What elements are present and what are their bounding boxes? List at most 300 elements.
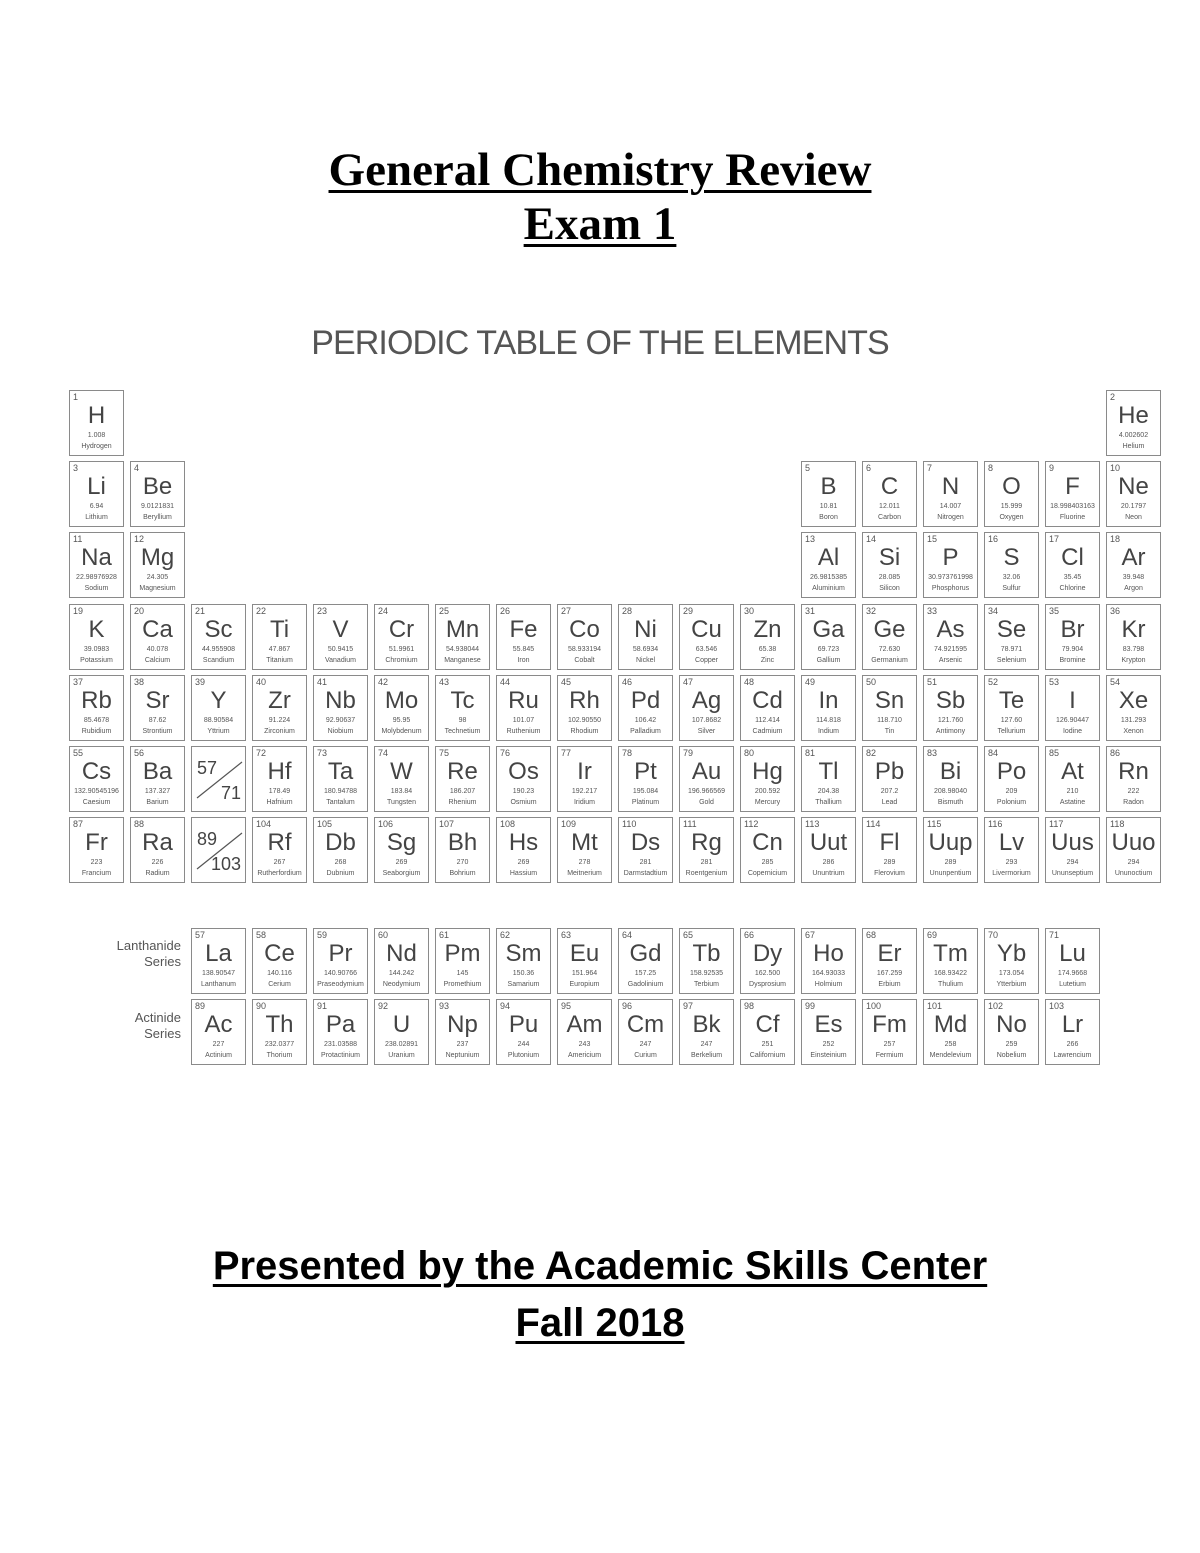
atomic-mass: 26.9815385 xyxy=(810,574,847,582)
atomic-mass: 157.25 xyxy=(634,970,657,977)
element-cell-Md xyxy=(923,999,978,1065)
periodic-table-heading: PERIODIC TABLE OF THE ELEMENTS xyxy=(311,324,889,362)
atomic-number: 28 xyxy=(622,605,633,616)
atomic-number: 97 xyxy=(683,1001,694,1011)
element-cell-Bk xyxy=(679,999,734,1065)
element-name: Praseodymium xyxy=(317,981,364,988)
atomic-number: 54 xyxy=(1110,676,1121,687)
atomic-mass: 281 xyxy=(639,859,652,867)
element-symbol: Pb xyxy=(874,758,905,785)
atomic-number: 71 xyxy=(1049,930,1060,940)
element-cell-Fr xyxy=(69,817,124,883)
element-symbol: Ta xyxy=(327,758,354,785)
element-name: Molybdenum xyxy=(381,727,422,735)
element-cell-N xyxy=(923,461,978,527)
element-cell-Na xyxy=(69,532,124,598)
atomic-mass: 85.4678 xyxy=(83,716,110,724)
atomic-number: 29 xyxy=(683,605,694,616)
atomic-mass: 30.973761998 xyxy=(928,574,973,582)
element-symbol: Rn xyxy=(1118,758,1149,785)
atomic-number: 86 xyxy=(1110,748,1121,758)
element-symbol: Fr xyxy=(85,829,108,857)
atomic-number: 83 xyxy=(927,748,938,758)
element-symbol: As xyxy=(936,615,965,643)
element-cell-Tm xyxy=(923,928,978,994)
element-cell-Ti xyxy=(252,604,307,670)
atomic-number: 36 xyxy=(1110,605,1121,616)
element-cell-Ba xyxy=(130,746,185,812)
element-name: Hafnium xyxy=(266,799,293,806)
element-cell-Pa xyxy=(313,999,368,1065)
title-text: General Chemistry Review xyxy=(328,144,872,196)
element-symbol: Cs xyxy=(81,758,112,785)
atomic-mass: 150.36 xyxy=(512,970,535,977)
element-symbol: Se xyxy=(996,615,1027,643)
atomic-mass: 40.078 xyxy=(146,645,169,653)
element-cell-Ag xyxy=(679,675,734,741)
element-symbol: Bi xyxy=(939,758,962,785)
element-symbol: Ho xyxy=(813,940,844,967)
element-name: Neptunium xyxy=(445,1052,480,1059)
element-symbol: Hs xyxy=(508,829,539,857)
element-cell-He xyxy=(1106,390,1161,456)
element-name: Selenium xyxy=(996,656,1027,664)
atomic-number: 66 xyxy=(744,930,755,940)
range-start-number: 89 xyxy=(197,829,218,850)
element-cell-Y xyxy=(191,675,246,741)
element-symbol: Pr xyxy=(328,940,353,967)
atomic-mass: 162.500 xyxy=(754,970,781,977)
atomic-mass: 138.90547 xyxy=(201,970,236,977)
element-cell-Cu xyxy=(679,604,734,670)
series-label-line: Lanthanide xyxy=(116,938,181,953)
element-symbol: Be xyxy=(142,473,173,501)
element-cell-Ne xyxy=(1106,461,1161,527)
atomic-number: 52 xyxy=(988,676,999,687)
range-end-number: 103 xyxy=(210,854,241,875)
atomic-number: 10 xyxy=(1110,463,1121,474)
atomic-number: 31 xyxy=(805,605,816,616)
element-cell-P xyxy=(923,532,978,598)
atomic-mass: 22.98976928 xyxy=(76,574,117,582)
element-cell-Re xyxy=(435,746,490,812)
element-name: Osmium xyxy=(510,799,537,806)
atomic-mass: 223 xyxy=(90,859,103,867)
atomic-number: 48 xyxy=(744,676,755,687)
element-name: Beryllium xyxy=(143,514,172,522)
element-symbol: In xyxy=(818,686,839,714)
atomic-mass: 78.971 xyxy=(1000,645,1023,653)
element-cell-Ce xyxy=(252,928,307,994)
element-cell-Fe xyxy=(496,604,551,670)
element-name: Mercury xyxy=(754,799,781,806)
atomic-mass: 289 xyxy=(883,859,896,867)
element-name: Thorium xyxy=(266,1052,293,1059)
atomic-number: 58 xyxy=(256,930,267,940)
atomic-number: 96 xyxy=(622,1001,633,1011)
atomic-number: 38 xyxy=(134,676,145,687)
element-symbol: Uuo xyxy=(1111,829,1156,857)
element-symbol: Mo xyxy=(384,686,419,714)
atomic-mass: 12.011 xyxy=(879,503,900,511)
element-cell-W xyxy=(374,746,429,812)
atomic-number: 37 xyxy=(73,676,84,687)
atomic-number: 111 xyxy=(683,819,697,830)
atomic-mass: 6.94 xyxy=(89,503,104,511)
element-symbol: Bk xyxy=(692,1011,721,1038)
element-name: Oxygen xyxy=(999,514,1024,522)
element-symbol: Os xyxy=(508,758,539,785)
element-name: Hassium xyxy=(509,870,538,878)
element-cell-Cm xyxy=(618,999,673,1065)
atomic-number: 104 xyxy=(256,819,272,830)
element-name: Gallium xyxy=(816,656,841,664)
atomic-number: 32 xyxy=(866,605,877,616)
element-cell-Ca xyxy=(130,604,185,670)
element-cell-Uup xyxy=(923,817,978,883)
element-cell-Ta xyxy=(313,746,368,812)
element-name: Lutetium xyxy=(1059,981,1086,988)
atomic-number: 70 xyxy=(988,930,999,940)
element-cell-Dy xyxy=(740,928,795,994)
element-cell-Cl xyxy=(1045,532,1100,598)
element-cell-Nb xyxy=(313,675,368,741)
element-symbol: Ca xyxy=(142,615,173,643)
element-cell-Ac xyxy=(191,999,246,1065)
element-cell-Th xyxy=(252,999,307,1065)
element-name: Silver xyxy=(697,727,716,735)
element-cell-Ge xyxy=(862,604,917,670)
element-symbol: Ru xyxy=(508,686,539,714)
element-name: Dubnium xyxy=(326,870,355,878)
atomic-mass: 74.921595 xyxy=(933,645,968,653)
element-name: Copernicium xyxy=(747,870,788,878)
element-name: Seaborgium xyxy=(382,870,421,878)
element-cell-Pd xyxy=(618,675,673,741)
element-cell-Cd xyxy=(740,675,795,741)
element-cell-Uut xyxy=(801,817,856,883)
element-cell-Kr xyxy=(1106,604,1161,670)
atomic-number: 47 xyxy=(683,676,694,687)
element-symbol: Mn xyxy=(445,615,480,643)
element-name: Rutherfordium xyxy=(257,870,302,878)
atomic-mass: 266 xyxy=(1066,1041,1079,1048)
element-cell-Fl xyxy=(862,817,917,883)
element-symbol: Hf xyxy=(267,758,292,785)
element-cell-Pt xyxy=(618,746,673,812)
element-symbol: Sn xyxy=(874,686,905,714)
element-name: Livermorium xyxy=(992,870,1031,878)
element-name: Thallium xyxy=(815,799,842,806)
atomic-mass: 69.723 xyxy=(817,645,840,653)
element-name: Holmium xyxy=(814,981,843,988)
atomic-mass: 247 xyxy=(639,1041,652,1048)
atomic-mass: 168.93422 xyxy=(933,970,968,977)
atomic-mass: 131.293 xyxy=(1120,716,1147,724)
element-symbol: Am xyxy=(566,1011,603,1038)
atomic-mass: 222 xyxy=(1127,788,1140,795)
element-cell-Fm xyxy=(862,999,917,1065)
atomic-mass: 258 xyxy=(944,1041,957,1048)
element-cell-Te xyxy=(984,675,1039,741)
element-name: Ununseptium xyxy=(1051,870,1094,878)
element-cell-Xe xyxy=(1106,675,1161,741)
atomic-number: 55 xyxy=(73,748,84,758)
element-symbol: Ti xyxy=(269,615,290,643)
element-symbol: Sg xyxy=(386,829,417,857)
element-cell-C xyxy=(862,461,917,527)
atomic-mass: 39.948 xyxy=(1122,574,1145,582)
element-name: Potassium xyxy=(80,656,113,664)
element-cell-Cs xyxy=(69,746,124,812)
element-name: Darmstadtium xyxy=(623,870,668,878)
element-symbol: Ds xyxy=(630,829,661,857)
element-cell-Ga xyxy=(801,604,856,670)
element-symbol: Lv xyxy=(998,829,1025,857)
element-symbol: Ba xyxy=(142,758,173,785)
element-symbol: Br xyxy=(1060,615,1085,643)
element-cell-Zn xyxy=(740,604,795,670)
element-name: Barium xyxy=(146,799,169,806)
element-cell-Rh xyxy=(557,675,612,741)
element-name: Krypton xyxy=(1121,656,1146,664)
element-symbol: La xyxy=(205,940,232,967)
atomic-mass: 278 xyxy=(578,859,591,867)
atomic-number: 15 xyxy=(927,534,938,545)
element-cell-Mt xyxy=(557,817,612,883)
element-cell-Ar xyxy=(1106,532,1161,598)
atomic-number: 22 xyxy=(256,605,267,616)
element-symbol: Gd xyxy=(629,940,662,967)
atomic-number: 62 xyxy=(500,930,511,940)
atomic-number: 109 xyxy=(561,819,577,830)
element-name: Yttrium xyxy=(207,727,230,735)
atomic-number: 18 xyxy=(1110,534,1121,545)
element-symbol: Yb xyxy=(996,940,1027,967)
element-name: Nitrogen xyxy=(937,514,964,522)
atomic-number: 16 xyxy=(988,534,999,545)
element-symbol: Bh xyxy=(447,829,478,857)
element-symbol: Tl xyxy=(818,758,839,785)
element-name: Technetium xyxy=(444,727,481,735)
element-name: Ununpentium xyxy=(929,870,972,878)
series-label-line: Actinide xyxy=(134,1010,181,1025)
atomic-mass: 47.867 xyxy=(268,645,291,653)
atomic-number: 87 xyxy=(73,819,84,830)
atomic-mass: 151.964 xyxy=(571,970,598,977)
atomic-number: 95 xyxy=(561,1001,572,1011)
element-symbol: No xyxy=(996,1011,1027,1038)
atomic-number: 26 xyxy=(500,605,511,616)
element-cell-Sr xyxy=(130,675,185,741)
element-cell-Er xyxy=(862,928,917,994)
element-symbol: Lu xyxy=(1059,940,1086,967)
atomic-number: 7 xyxy=(927,463,933,474)
atomic-number: 76 xyxy=(500,748,511,758)
atomic-mass: 106.42 xyxy=(634,716,657,724)
element-symbol: Uut xyxy=(809,829,848,857)
atomic-mass: 267 xyxy=(273,859,286,867)
element-symbol: Te xyxy=(998,686,1025,714)
atomic-number: 40 xyxy=(256,676,267,687)
document-title xyxy=(0,143,1200,251)
element-cell-Be xyxy=(130,461,185,527)
atomic-mass: 259 xyxy=(1005,1041,1018,1048)
element-symbol: Tb xyxy=(692,940,721,967)
element-cell-F xyxy=(1045,461,1100,527)
element-symbol: Xe xyxy=(1118,686,1149,714)
atomic-mass: 192.217 xyxy=(571,788,598,795)
atomic-number: 33 xyxy=(927,605,938,616)
atomic-mass: 269 xyxy=(517,859,530,867)
element-symbol: Na xyxy=(81,544,112,572)
element-cell-B xyxy=(801,461,856,527)
element-name: Actinium xyxy=(205,1052,232,1059)
element-name: Radium xyxy=(145,870,170,878)
atomic-number: 3 xyxy=(73,463,79,474)
element-symbol: Si xyxy=(878,544,901,572)
atomic-mass: 118.710 xyxy=(877,716,902,724)
element-symbol: Ar xyxy=(1121,544,1146,572)
atomic-number: 114 xyxy=(866,819,881,830)
element-cell-H xyxy=(69,390,124,456)
element-symbol: Cu xyxy=(691,615,722,643)
element-name: Hydrogen xyxy=(81,443,112,450)
element-cell-Cn xyxy=(740,817,795,883)
element-name: Tin xyxy=(884,727,895,735)
element-symbol: C xyxy=(880,473,899,501)
element-name: Caesium xyxy=(82,799,111,806)
element-symbol: Zn xyxy=(753,615,782,643)
element-name: Cadmium xyxy=(752,727,783,735)
atomic-mass: 174.9668 xyxy=(1057,970,1088,977)
element-symbol: Pt xyxy=(634,758,657,785)
element-cell-Zr xyxy=(252,675,307,741)
element-cell-As xyxy=(923,604,978,670)
atomic-number: 21 xyxy=(195,605,206,616)
presenter-footer xyxy=(0,1238,1200,1352)
atomic-number: 46 xyxy=(622,676,633,687)
element-name: Curium xyxy=(634,1052,657,1059)
atomic-mass: 257 xyxy=(883,1041,896,1048)
element-symbol: Nb xyxy=(325,686,356,714)
atomic-mass: 44.955908 xyxy=(201,645,236,653)
element-name: Palladium xyxy=(630,727,661,735)
element-symbol: Re xyxy=(447,758,478,785)
atomic-number: 19 xyxy=(73,605,84,616)
element-symbol: Fl xyxy=(879,829,900,857)
element-symbol: Zr xyxy=(268,686,291,714)
element-name: Zinc xyxy=(760,656,775,664)
element-name: Polonium xyxy=(996,799,1027,806)
element-name: Gadolinium xyxy=(627,981,664,988)
element-name: Boron xyxy=(819,514,838,522)
element-cell-Po xyxy=(984,746,1039,812)
element-cell-S xyxy=(984,532,1039,598)
element-symbol: Cr xyxy=(388,615,415,643)
element-symbol: H xyxy=(87,402,106,429)
element-cell-U xyxy=(374,999,429,1065)
element-symbol: Th xyxy=(265,1011,294,1038)
element-name: Gold xyxy=(699,799,714,806)
atomic-number: 13 xyxy=(805,534,816,545)
element-symbol: Pu xyxy=(508,1011,539,1038)
element-symbol: Dy xyxy=(752,940,783,967)
atomic-number: 81 xyxy=(805,748,816,758)
atomic-number: 1 xyxy=(73,392,79,402)
element-name: Silicon xyxy=(879,585,900,593)
atomic-mass: 186.207 xyxy=(449,788,476,795)
atomic-mass: 107.8682 xyxy=(691,716,722,724)
atomic-number: 8 xyxy=(988,463,994,474)
atomic-number: 106 xyxy=(378,819,394,830)
atomic-mass: 83.798 xyxy=(1122,645,1145,653)
atomic-number: 23 xyxy=(317,605,328,616)
atomic-mass: 137.327 xyxy=(144,788,171,795)
element-cell-Sg xyxy=(374,817,429,883)
lanthanide-series-label xyxy=(117,938,181,970)
element-name: Ununoctium xyxy=(1114,870,1153,878)
element-symbol: Pd xyxy=(630,686,661,714)
atomic-mass: 140.116 xyxy=(267,970,292,977)
element-cell-Ra xyxy=(130,817,185,883)
element-symbol: Ga xyxy=(812,615,845,643)
element-name: Fermium xyxy=(875,1052,904,1059)
element-cell-Se xyxy=(984,604,1039,670)
element-symbol: Sb xyxy=(935,686,966,714)
element-name: Mendelevium xyxy=(929,1052,972,1059)
element-name: Iodine xyxy=(1062,727,1083,735)
element-symbol: Li xyxy=(87,473,106,501)
element-cell-Pu xyxy=(496,999,551,1065)
element-name: Aluminium xyxy=(812,585,845,593)
atomic-mass: 269 xyxy=(395,859,408,867)
atomic-number: 51 xyxy=(927,676,938,687)
element-symbol: F xyxy=(1065,473,1080,501)
element-name: Ununtrium xyxy=(812,870,845,878)
element-cell-Pb xyxy=(862,746,917,812)
atomic-number: 91 xyxy=(317,1001,328,1011)
atomic-mass: 190.23 xyxy=(512,788,535,795)
element-symbol: Kr xyxy=(1121,615,1146,643)
element-symbol: U xyxy=(392,1011,411,1038)
atomic-mass: 101.07 xyxy=(512,716,535,724)
element-symbol: Uup xyxy=(928,829,973,857)
element-symbol: Np xyxy=(447,1011,478,1038)
element-name: Phosphorus xyxy=(931,585,970,593)
element-name: Francium xyxy=(81,870,112,878)
atomic-number: 92 xyxy=(378,1001,389,1011)
atomic-mass: 98 xyxy=(458,716,467,724)
atomic-mass: 32.06 xyxy=(1002,574,1021,582)
atomic-mass: 72.630 xyxy=(878,645,901,653)
element-cell-In xyxy=(801,675,856,741)
atomic-mass: 35.45 xyxy=(1063,574,1082,582)
element-cell-Lr xyxy=(1045,999,1100,1065)
element-name: Rubidium xyxy=(81,727,112,735)
atomic-number: 64 xyxy=(622,930,633,940)
element-name: Chlorine xyxy=(1059,585,1086,593)
atomic-mass: 252 xyxy=(822,1041,835,1048)
element-cell-Ru xyxy=(496,675,551,741)
atomic-number: 57 xyxy=(195,930,206,940)
atomic-mass: 243 xyxy=(578,1041,591,1048)
atomic-mass: 1.008 xyxy=(87,432,106,439)
atomic-number: 116 xyxy=(988,819,1003,830)
element-name: Flerovium xyxy=(874,870,905,878)
atomic-mass: 102.90550 xyxy=(567,716,602,724)
atomic-number: 56 xyxy=(134,748,145,758)
